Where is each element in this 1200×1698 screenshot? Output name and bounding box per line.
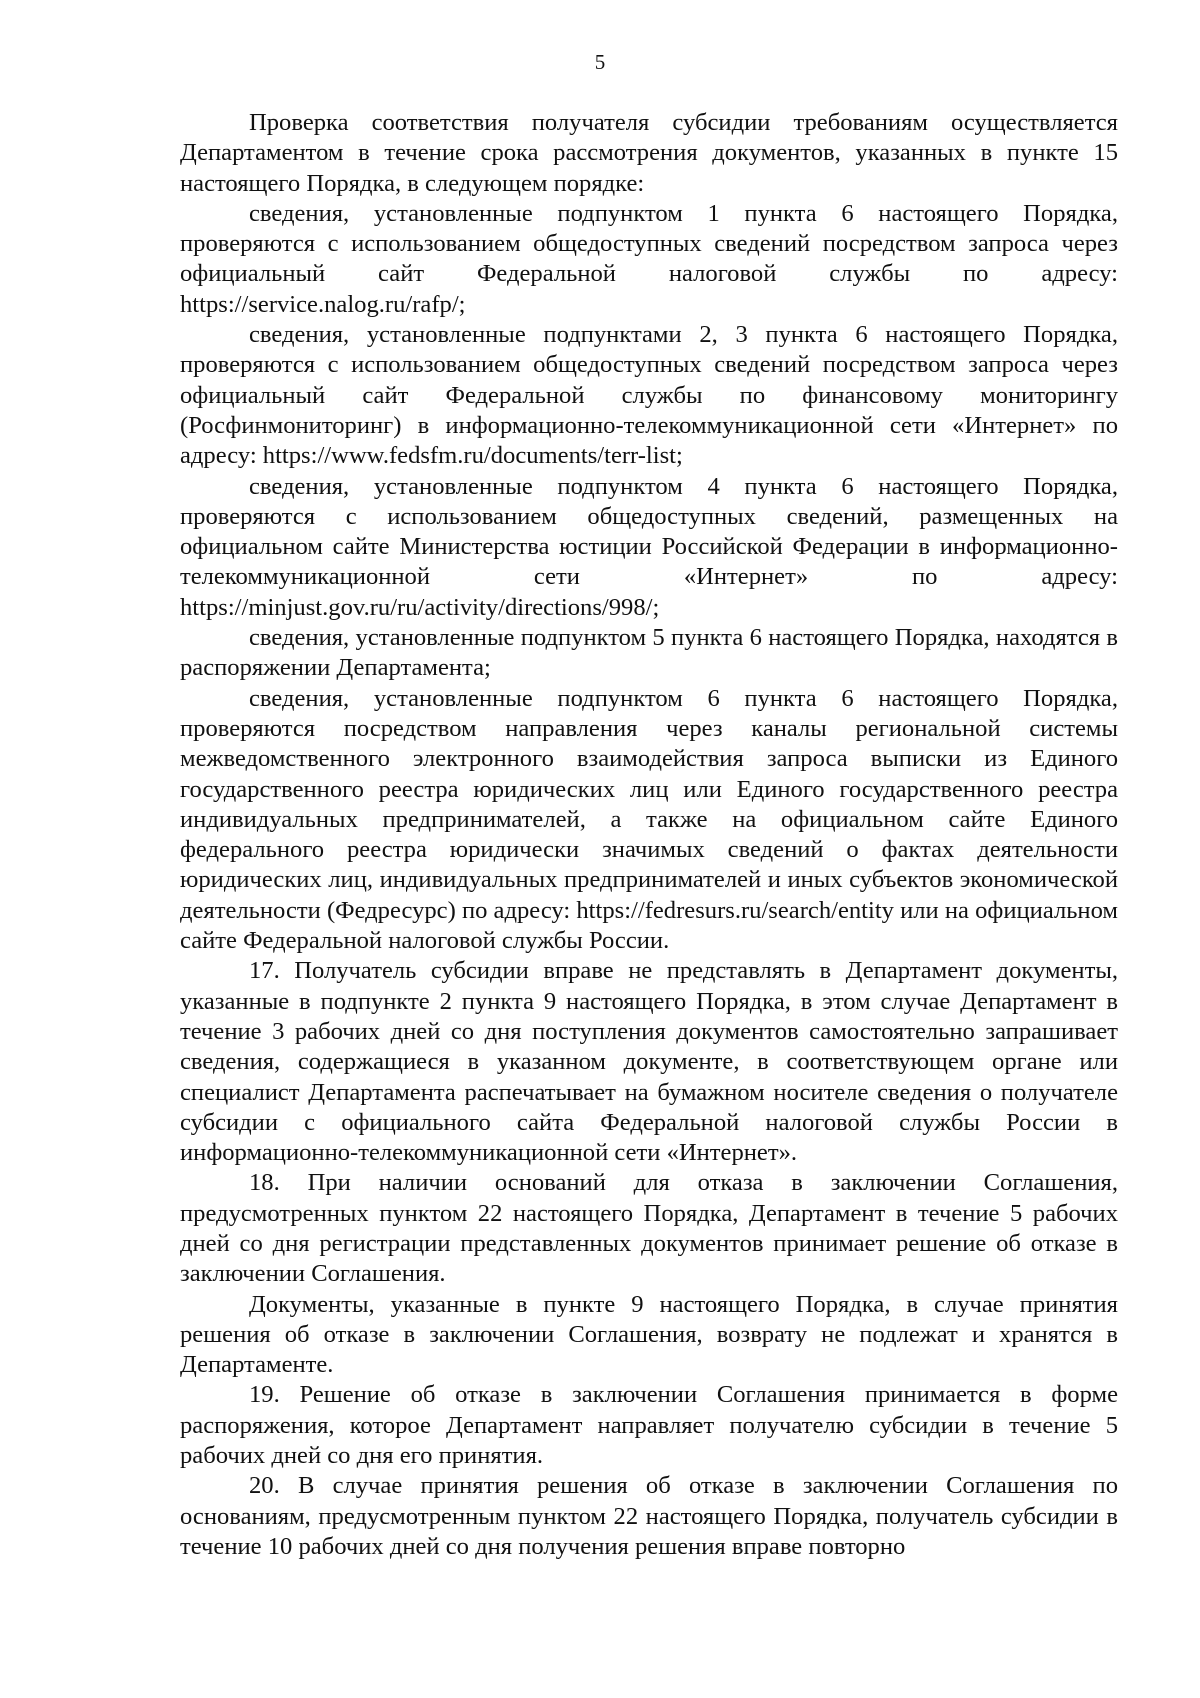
- paragraph-item-20: 20. В случае принятия решения об отказе в заключении Соглашения по основаниям, предусмотренным пунктом 22 настоящего Порядка, получатель субсидии в течение 10 рабочих дней со дня получения решения вправе повторно: [180, 1472, 1118, 1560]
- paragraph-documents-retention: Документы, указанные в пункте 9 настоящего Порядка, в случае принятия решения об отказе в заключении Соглашения, возврату не подлежат и хранятся в Департаменте.: [180, 1290, 1118, 1379]
- document-body: [180, 108, 1118, 1562]
- paragraph-intro: Проверка соответствия получателя субсидии требованиям осуществляется Департаментом в течение срока рассмотрения документов, указанных в пункте 15 настоящего Порядка, в следующем порядке:: [180, 109, 1118, 197]
- paragraph-item-18: 18. При наличии оснований для отказа в заключении Соглашения, предусмотренных пунктом 22 настоящего Порядка, Департамент в течение 5 рабочих дней со дня регистрации представленных документов принимает решение об отказе в заключении Соглашения.: [180, 1169, 1118, 1288]
- paragraph-check-subitem-6: сведения, установленные подпунктом 6 пункта 6 настоящего Порядка, проверяются посредством направления через каналы региональной системы межведомственного электронного взаимодействия запроса выписки из Единого государственного реестра юридических лиц или Единого государственного реестра индивидуальных предпринимателей, а также на официальном сайте Единого федерального реестра юридически значимых сведений о фактах деятельности юридических лиц, индивидуальных предпринимателей и иных субъектов экономической деятельности (Федресурс) по адресу: https://fedresurs.ru/search/entity или на официальном сайте Федеральной налоговой службы России.: [180, 684, 1118, 955]
- paragraph-check-subitem-1: сведения, установленные подпунктом 1 пункта 6 настоящего Порядка, проверяются с использованием общедоступных сведений посредством запроса через официальный сайт Федеральной налоговой службы по адресу: https://service.nalog.ru/rafp/;: [180, 199, 1118, 318]
- paragraph-check-subitem-4: сведения, установленные подпунктом 4 пункта 6 настоящего Порядка, проверяются с использованием общедоступных сведений, размещенных на официальном сайте Министерства юстиции Российской Федерации в информационно-телекоммуникационной сети «Интернет» по адресу: https://minjust.gov.ru/ru/activity/directions/998/;: [180, 472, 1118, 621]
- paragraph-item-19: 19. Решение об отказе в заключении Соглашения принимается в форме распоряжения, которое Департамент направляет получателю субсидии в течение 5 рабочих дней со дня его принятия.: [180, 1381, 1118, 1470]
- paragraph-item-17: 17. Получатель субсидии вправе не представлять в Департамент документы, указанные в подпункте 2 пункта 9 настоящего Порядка, в этом случае Департамент в течение 3 рабочих дней со дня поступления документов самостоятельно запрашивает сведения, содержащиеся в указанном документе, в соответствующем органе или специалист Департамента распечатывает на бумажном носителе сведения о получателе субсидии с официального сайта Федеральной налоговой службы России в информационно-телекоммуникационной сети «Интернет».: [180, 957, 1118, 1167]
- paragraph-check-subitems-2-3: сведения, установленные подпунктами 2, 3 пункта 6 настоящего Порядка, проверяются с использованием общедоступных сведений посредством запроса через официальный сайт Федеральной службы по финансовому мониторингу (Росфинмониторинг) в информационно-телекоммуникационной сети «Интернет» по адресу: https://www.fedsfm.ru/documents/terr-list;: [180, 321, 1118, 470]
- page-number: 5: [594, 50, 606, 74]
- paragraph-check-subitem-5: сведения, установленные подпунктом 5 пункта 6 настоящего Порядка, находятся в распоряжении Департамента;: [180, 624, 1118, 682]
